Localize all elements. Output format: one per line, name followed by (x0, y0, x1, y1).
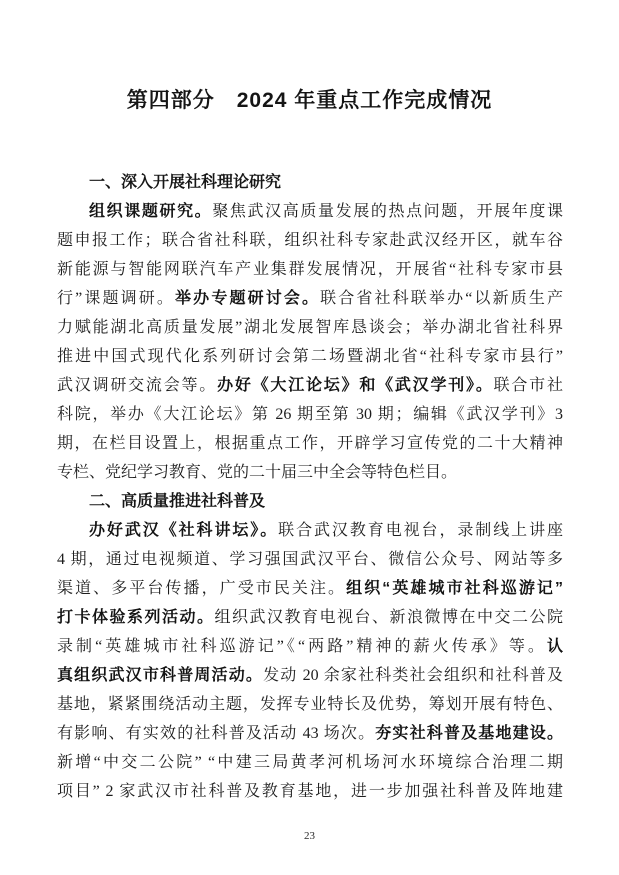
text-run: 项目” 2 家武汉市社科普及教育基地，进一步加强社科普及阵地建 (57, 783, 563, 800)
text-run: 行”课题调研。 (57, 290, 176, 307)
bold-run: 认 (546, 638, 563, 655)
text-run: 组织武汉教育电视台、新浪微博在中交二公院 (214, 609, 563, 626)
text-line (57, 574, 563, 603)
text-run: 联合市社 (493, 377, 563, 394)
text-run: 推进中国式现代化系列研讨会第二场暨湖北省“社科专家市县行” (57, 348, 563, 365)
text-line (57, 719, 563, 748)
text-line (57, 632, 563, 661)
text-run: 聚焦武汉高质量发展的热点问题，开展年度课 (212, 203, 563, 220)
text-run: 力赋能湖北高质量发展”湖北发展智库恳谈会；举办湖北省社科界 (57, 319, 563, 336)
text-line (57, 313, 563, 342)
section-heading: 二、高质量推进社科普及 (89, 493, 266, 510)
document-body (57, 168, 563, 806)
text-run: 新增“中交二公院” “中建三局黄孝河机场河水环境综合治理二期 (57, 754, 563, 771)
text-line (57, 545, 563, 574)
text-line (57, 777, 563, 806)
text-line (57, 197, 563, 226)
bold-run: 组织“英雄城市社科巡游记” (346, 580, 563, 597)
text-run: 有影响、有实效的社科普及活动 43 场次。 (57, 725, 376, 742)
text-line (57, 400, 563, 429)
text-line (57, 748, 563, 777)
text-run: 联合武汉教育电视台，录制线上讲座 (278, 522, 563, 539)
text-line (57, 429, 563, 458)
text-run: 期，在栏目设置上，根据重点工作，开辟学习宣传党的二十大精神 (57, 435, 563, 452)
text-line (57, 226, 563, 255)
bold-run: 打卡体验系列活动。 (57, 609, 215, 626)
text-line (57, 458, 563, 487)
section-heading: 一、深入开展社科理论研究 (89, 174, 282, 191)
text-line (57, 255, 563, 284)
text-line (57, 342, 563, 371)
text-run: 基地，紧紧围绕活动主题，发挥专业特长及优势，筹划开展有特色、 (57, 696, 563, 713)
text-run: 录制“英雄城市社科巡游记”《“两路”精神的薪火传承》等。 (57, 638, 547, 655)
bold-run: 夯实社科普及基地建设。 (375, 725, 563, 742)
text-line (57, 284, 563, 313)
text-run: 发动 20 余家社科类社会组织和社科普及 (263, 667, 563, 684)
bold-run: 办好武汉《社科讲坛》。 (89, 522, 279, 539)
text-run: 专栏、党纪学习教育、党的二十届三中全会等特色栏目。 (57, 464, 458, 481)
bold-run: 举办专题研讨会。 (175, 290, 321, 307)
text-line (57, 371, 563, 400)
text-line (57, 690, 563, 719)
text-line (57, 603, 563, 632)
text-run: 新能源与智能网联汽车产业集群发展情况，开展省“社科专家市县 (57, 261, 563, 278)
text-run: 武汉调研交流会等。 (57, 377, 218, 394)
text-line (57, 516, 563, 545)
document-title: 第四部分 2024 年重点工作完成情况 (126, 89, 493, 112)
text-run: 科院，举办《大江论坛》第 26 期至第 30 期；编辑《武汉学刊》3 (57, 406, 563, 423)
bold-run: 真组织武汉市科普周活动。 (57, 667, 264, 684)
text-run: 渠道、多平台传播，广受市民关注。 (57, 580, 347, 597)
bold-run: 办好《大江论坛》和《武汉学刊》。 (217, 377, 494, 394)
text-line (57, 661, 563, 690)
bold-run: 组织课题研究。 (89, 203, 213, 220)
text-run: 4 期，通过电视频道、学习强国武汉平台、微信公众号、网站等多 (57, 551, 563, 568)
text-run: 题申报工作；联合省社科联，组织社科专家赴武汉经开区，就车谷 (57, 232, 563, 249)
text-run: 联合省社科联举办“以新质生产 (320, 290, 563, 307)
page-number: 23 (304, 830, 315, 842)
